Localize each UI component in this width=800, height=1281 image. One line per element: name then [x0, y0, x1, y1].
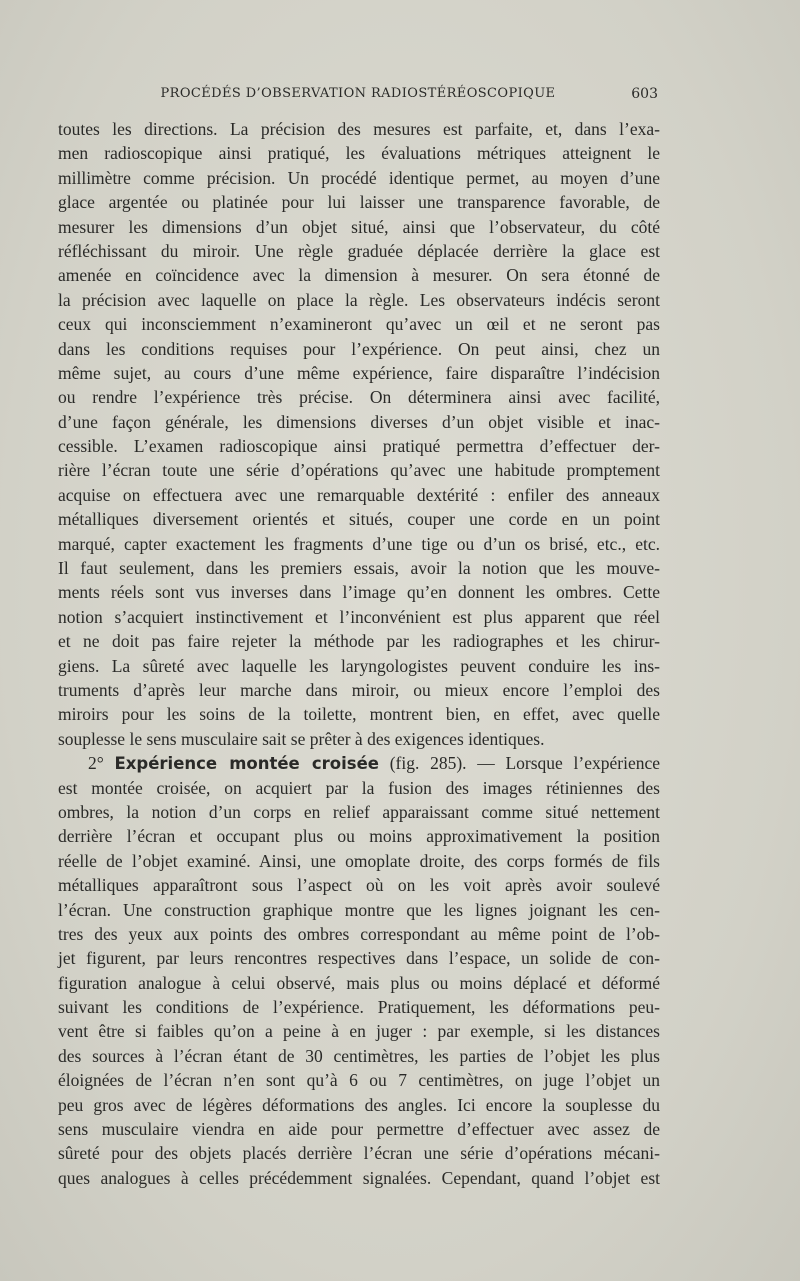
text-line: métalliques apparaîtront sous l’aspect où on les voit après avoir soulevé — [58, 875, 660, 896]
text-line: mesurer les dimensions d’un objet situé, ainsi que l’observateur, du côté — [58, 216, 660, 237]
text-line: est montée croisée, on acquiert par la fusion des images rétiniennes des — [58, 777, 660, 798]
body-text — [58, 117, 660, 1190]
running-title: PROCÉDÉS D’OBSERVATION RADIOSTÉRÉOSCOPIQUE — [160, 86, 556, 101]
text-line: rière l’écran toute une série d’opérations qu’avec une habitude promptement — [58, 460, 660, 481]
section-number: 2° — [88, 753, 104, 774]
section-first-line: (fig. 285). — Lorsque l’expérience — [378, 753, 661, 774]
text-line: ombres, la notion d’un corps en relief apparaissant comme situé nettement — [58, 801, 660, 822]
text-line: cessible. L’examen radioscopique ainsi pratiqué permettra d’effectuer der- — [58, 436, 660, 457]
section-heading-line — [58, 751, 660, 775]
text-line: réfléchissant du miroir. Une règle graduée déplacée derrière la glace est — [58, 240, 660, 261]
text-line: ments réels sont vus inverses dans l’image qu’en donnent les ombres. Cette — [58, 582, 660, 603]
text-line: marqué, capter exactement les fragments d’une tige ou d’un os brisé, etc., etc. — [58, 533, 660, 554]
text-line: miroirs pour les soins de la toilette, montrent bien, en effet, avec quelle — [58, 704, 660, 725]
text-line: même sujet, au cours d’une même expérience, faire disparaître l’indécision — [58, 362, 660, 383]
text-line: ou rendre l’expérience très précise. On déterminera ainsi avec facilité, — [58, 387, 660, 408]
running-header — [58, 86, 658, 108]
text-line: dans les conditions requises pour l’expérience. On peut ainsi, chez un — [58, 338, 660, 359]
text-line: l’écran. Une construction graphique montre que les lignes joignant les cen- — [58, 899, 660, 920]
paragraph-1 — [58, 117, 660, 751]
paragraph-2 — [58, 776, 660, 1191]
section-title: Expérience montée croisée — [114, 754, 379, 774]
text-line: des sources à l’écran étant de 30 centimètres, les parties de l’objet les plus — [58, 1045, 660, 1066]
text-line: millimètre comme précision. Un procédé identique permet, au moyen d’une — [58, 167, 660, 188]
text-line: éloignées de l’écran n’en sont qu’à 6 ou 7 centimètres, on juge l’objet un — [58, 1070, 660, 1091]
text-line: amenée en coïncidence avec la dimension à mesurer. On sera étonné de — [58, 265, 660, 286]
text-line: la précision avec laquelle on place la règle. Les observateurs indécis seront — [58, 289, 660, 310]
text-line: jet figurent, par leurs rencontres respectives dans l’espace, un solide de con- — [58, 948, 660, 969]
text-line: d’une façon générale, les dimensions diverses d’un objet visible et inac- — [58, 411, 660, 432]
text-line: réelle de l’objet examiné. Ainsi, une omoplate droite, des corps formés de fils — [58, 850, 660, 871]
text-line: derrière l’écran et occupant plus ou moins approximativement la position — [58, 826, 660, 847]
text-line: notion s’acquiert instinctivement et l’inconvénient est plus apparent que réel — [58, 606, 660, 627]
text-line: ques analogues à celles précédemment signalées. Cependant, quand l’objet est — [58, 1167, 660, 1188]
text-line: et ne doit pas faire rejeter la méthode par les radiographes et les chirur- — [58, 631, 660, 652]
text-line: figuration analogue à celui observé, mais plus ou moins déplacé et déformé — [58, 972, 660, 993]
text-line: men radioscopique ainsi pratiqué, les évaluations métriques atteignent le — [58, 143, 660, 164]
page-number: 603 — [631, 86, 658, 102]
text-line: sens musculaire viendra en aide pour permettre d’effectuer avec assez de — [58, 1119, 660, 1140]
text-line: suivant les conditions de l’expérience. Pratiquement, les déformations peu- — [58, 997, 660, 1018]
text-line: glace argentée ou platinée pour lui laisser une transparence favorable, de — [58, 192, 660, 213]
text-line: sûreté pour des objets placés derrière l’écran une série d’opérations mécani- — [58, 1143, 660, 1164]
text-line: toutes les directions. La précision des mesures est parfaite, et, dans l’exa- — [58, 119, 660, 139]
text-line: Il faut seulement, dans les premiers essais, avoir la notion que les mouve- — [58, 558, 660, 579]
text-line: giens. La sûreté avec laquelle les laryngologistes peuvent conduire les ins- — [58, 655, 660, 676]
text-line: tres des yeux aux points des ombres correspondant au même point de l’ob- — [58, 923, 660, 944]
text-line: acquise on effectuera avec une remarquable dextérité : enfiler des anneaux — [58, 484, 660, 505]
text-line: peu gros avec de légères déformations des angles. Ici encore la souplesse du — [58, 1094, 660, 1115]
text-line: souplesse le sens musculaire sait se prêter à des exigences identiques. — [58, 728, 545, 749]
text-line: métalliques diversement orientés et situés, couper une corde en un point — [58, 509, 660, 530]
text-line: ceux qui inconsciemment n’examineront qu’avec un œil et ne seront pas — [58, 314, 660, 335]
text-line: truments d’après leur marche dans miroir, ou mieux encore l’emploi des — [58, 679, 660, 700]
text-line: vent être si faibles qu’on a peine à en juger : par exemple, si les distances — [58, 1021, 660, 1042]
